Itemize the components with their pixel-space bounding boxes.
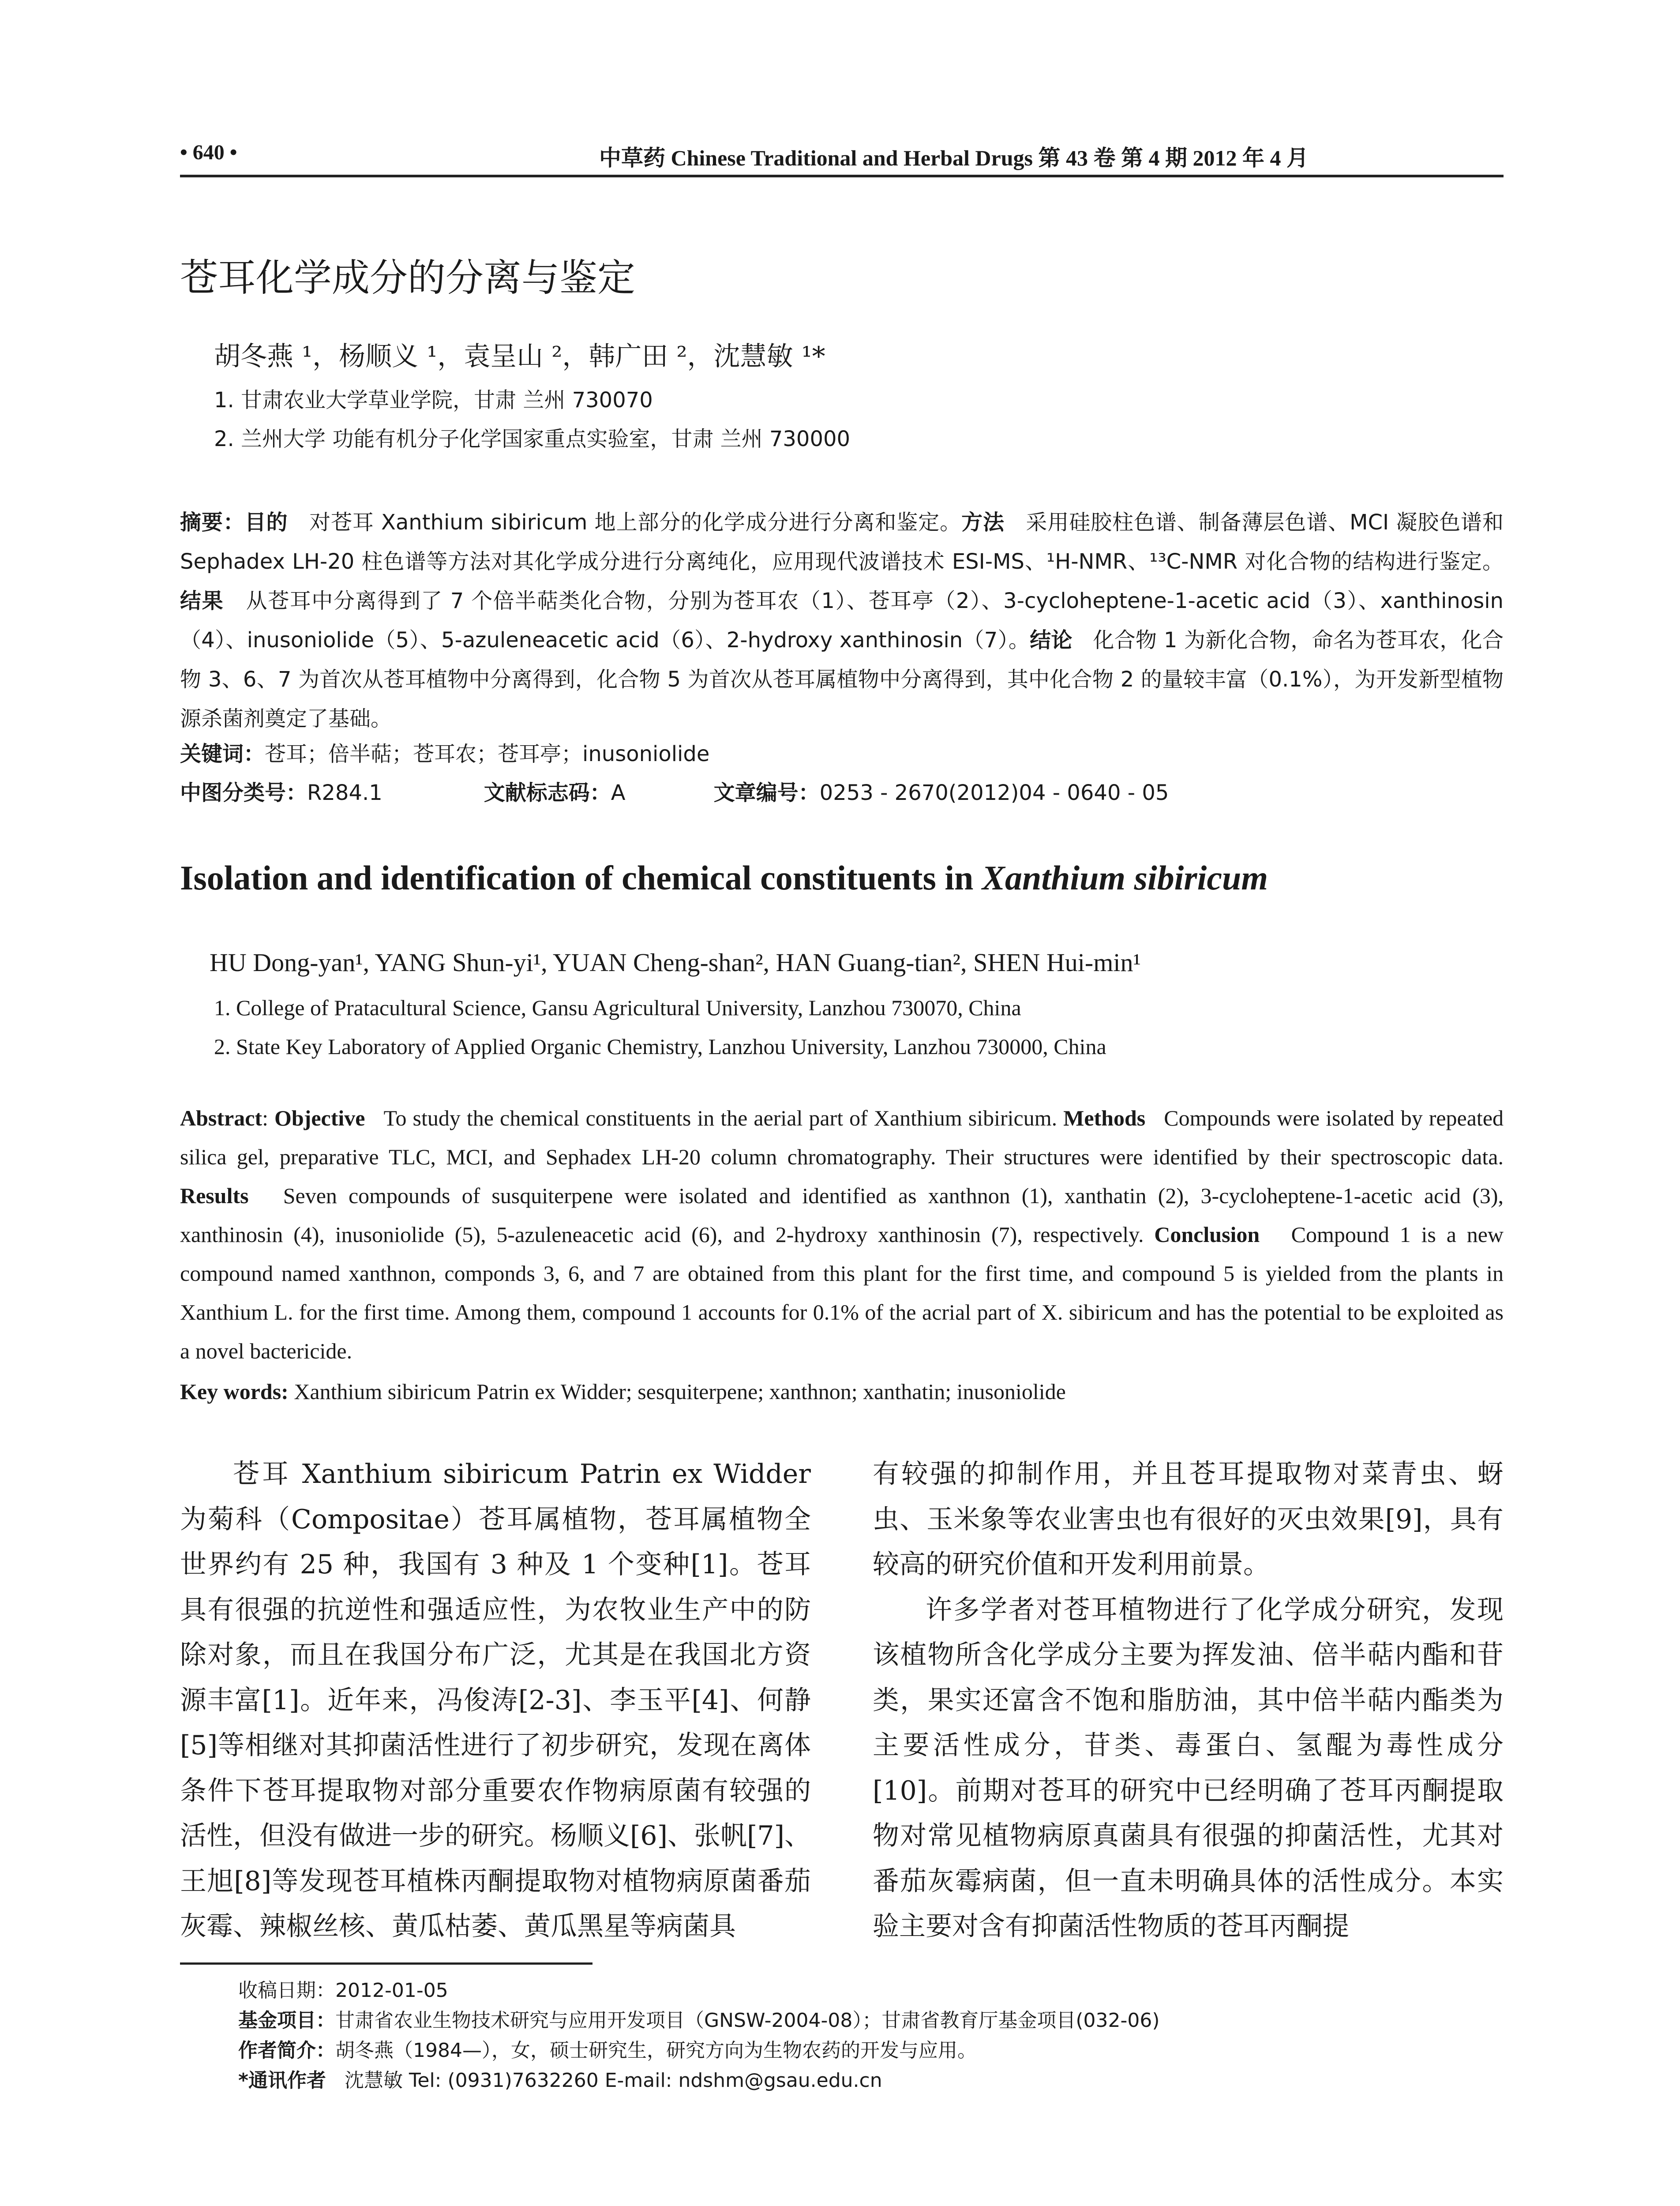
cn-classification-row [180,776,1169,806]
fund-text: 甘肃省农业生物技术研究与应用开发项目（GNSW-2004-08）；甘肃省教育厅基金项目(032-06) [335,2009,1160,2032]
cn-objective-label: 目的 [244,510,288,535]
cn-affiliation-1: 1. 甘肃农业大学草业学院，甘肃 兰州 730070 [214,388,653,413]
article-no-label: 文章编号： [713,780,820,805]
cn-abstract-label: 摘要： [180,510,245,535]
en-title-main: Isolation and identification of chemical constituents in [180,859,982,897]
author-label: 作者简介： [238,2039,335,2062]
body-left-column [180,1452,811,1949]
footnote-author [238,2034,977,2063]
body-right-column [873,1452,1504,1949]
doc-code-value: A [611,780,626,805]
body-paragraph-2: 许多学者对苍耳植物进行了化学成分研究，发现该植物所含化学成分主要为挥发油、倍半萜内酯和苷类，果实还富含不饱和脂肪油，其中倍半萜内酯类为主要活性成分，苷类、毒蛋白、氢醌为毒性成分[10]。前期对苍耳的研究中已经明确了苍耳丙酮提取物对常见植物病原真菌具有很强的抑菌活性，尤其对番茄灰霉病菌，但一直未明确具体的活性成分。本实验主要对含有抑菌活性物质的苍耳丙酮提 [873,1594,1504,1942]
running-header [180,140,1504,176]
footnote-rule [180,1962,592,1965]
cn-methods: 采用硅胶柱色谱、制备薄层色谱、MCI 凝胶色谱和 Sephadex LH-20 柱色谱等方法对其化学成分进行分离纯化，应用现代波谱技术 ESI-MS、¹H-NMR、¹³C-NMR 对化合物的结构进行鉴定。 [180,510,1504,574]
en-conclusion-label: Conclusion [1154,1222,1260,1247]
doc-code-label: 文献标志码： [484,780,611,805]
footnote-fund [238,2004,1160,2033]
en-title [180,858,1268,898]
en-methods-label: Methods [1063,1106,1146,1130]
en-objective-label: Objective [274,1106,365,1130]
header-rule [180,175,1504,177]
corr-text: 沈慧敏 Tel: (0931)7632260 E-mail: ndshm@gsau.edu.cn [344,2069,882,2092]
en-keywords-text: Xanthium sibiricum Patrin ex Widder; sesquiterpene; xanthnon; xanthatin; inusoniolide [294,1379,1066,1404]
cn-authors: 胡冬燕 ¹，杨顺义 ¹，袁呈山 ²，韩广田 ²，沈慧敏 ¹* [214,341,825,372]
cn-title: 苍耳化学成分的分离与鉴定 [180,256,635,300]
cn-results: 从苍耳中分离得到了 7 个倍半萜类化合物，分别为苍耳农（1）、苍耳亭（2）、3-cycloheptene-1-acetic acid（3）、xanthinosin（4）、inusoniolide（5）、5-azuleneacetic acid（6）、2-hydroxy xanthinosin（7）。 [180,589,1504,653]
body-paragraph-1-cont: 有较强的抑制作用，并且苍耳提取物对菜青虫、蚜虫、玉米象等农业害虫也有很好的灭虫效果[9]，具有较高的研究价值和开发利用前景。 [873,1459,1504,1580]
clc-label: 中图分类号： [180,780,308,805]
en-authors: HU Dong-yan¹, YANG Shun-yi¹, YUAN Cheng-shan², HAN Guang-tian², SHEN Hui-min¹ [210,948,1141,977]
en-results: Seven compounds of susquiterpene were isolated and identified as xanthnon (1), xanthatin (2), 3-cycloheptene-1-acetic acid (3), xanthinosin (4), inusoniolide (5), 5-azuleneacetic acid (6), and 2-hydroxy xanthinosin (7), respectively. [180,1183,1504,1247]
en-abstract: Abstract: Objective To study the chemical constituents in the aerial part of Xanthium sibiricum. Methods Compounds were isolated by repeated silica gel, preparative TLC, MCI, and Sephadex LH-20 column chromatography. Their structures were identified by their spectroscopic data. Results Seven compounds of susquiterpene were isolated and identified as xanthnon (1), xanthatin (2), 3-cycloheptene-1-acetic acid (3), xanthinosin (4), inusoniolide (5), 5-azuleneacetic acid (6), and 2-hydroxy xanthinosin (7), respectively. Conclusion Compound 1 is a new compound named xanthnon, componds 3, 6, and 7 are obtained from this plant for the first time, and compound 5 is yielded from the plants in Xanthium L. for the first time. Among them, compound 1 accounts for 0.1% of the acrial part of X. sibiricum and has the potential to be exploited as a novel bactericide. [180,1106,1504,1363]
footnote-corresponding [238,2064,882,2093]
en-results-label: Results [180,1183,249,1208]
body-paragraph-1: 苍耳 Xanthium sibiricum Patrin ex Widder 为菊科（Compositae）苍耳属植物，苍耳属植物全世界约有 25 种，我国有 3 种及 1 个变种[1]。苍耳具有很强的抗逆性和强适应性，为农牧业生产中的防除对象，而且在我国分布广泛，尤其是在我国北方资源丰富[1]。近年来，冯俊涛[2-3]、李玉平[4]、何静[5]等相继对其抑菌活性进行了初步研究，发现在离体条件下苍耳提取物对部分重要农作物病原菌有较强的活性，但没有做进一步的研究。杨顺义[6]、张帆[7]、王旭[8]等发现苍耳植株丙酮提取物对植物病原菌番茄灰霉、辣椒丝核、黄瓜枯萎、黄瓜黑星等病菌具 [180,1459,811,1942]
author-text: 胡冬燕（1984—），女，硕士研究生，研究方向为生物农药的开发与应用。 [335,2039,977,2062]
page-number: • 640 • [180,141,237,164]
en-keywords-label: Key words: [180,1379,289,1404]
en-abstract-label: Abstract [180,1106,262,1130]
cn-keywords-text: 苍耳；倍半萜；苍耳农；苍耳亭；inusoniolide [265,742,710,766]
clc-value: R284.1 [307,780,382,805]
en-title-species: Xanthium sibiricum [982,859,1268,897]
cn-conclusion: 化合物 1 为新化合物，命名为苍耳农，化合物 3、6、7 为首次从苍耳植物中分离得到，化合物 5 为首次从苍耳属植物中分离得到，其中化合物 2 的量较丰富（0.1%），为开发新型植物源杀菌剂奠定了基础。 [180,628,1504,731]
fund-label: 基金项目： [238,2009,335,2032]
cn-abstract [180,503,1504,739]
cn-keywords-label: 关键词： [180,742,265,766]
cn-keywords [180,737,709,767]
cn-methods-label: 方法 [961,510,1005,535]
journal-info: 中草药 Chinese Traditional and Herbal Drugs 第 43 卷 第 4 期 2012 年 4 月 [599,146,1309,170]
cn-objective: 对苍耳 Xanthium sibiricum 地上部分的化学成分进行分离和鉴定。 [309,510,962,535]
en-objective: To study the chemical constituents in the aerial part of Xanthium sibiricum. [383,1106,1058,1130]
en-methods: Compounds were isolated by repeated silica gel, preparative TLC, MCI, and Sephadex LH-20 column chromatography. Their structures were identified by their spectroscopic data. [180,1106,1504,1169]
cn-results-label: 结果 [180,589,224,613]
en-conclusion: Compound 1 is a new compound named xanthnon, componds 3, 6, and 7 are obtained from this plant for the first time, and compound 5 is yielded from the plants in Xanthium L. for the first time. Among them, compound 1 accounts for 0.1% of the acrial part of X. sibiricum and has the potential to be exploited as a novel bactericide. [180,1222,1504,1363]
cn-conclusion-label: 结论 [1030,628,1072,653]
en-keywords [180,1379,1066,1404]
en-affiliation-1: 1. College of Pratacultural Science, Gansu Agricultural University, Lanzhou 730070, China [214,995,1021,1020]
corr-label: *通讯作者 [238,2069,326,2092]
article-no-value: 0253 - 2670(2012)04 - 0640 - 05 [819,780,1169,805]
en-affiliation-2: 2. State Key Laboratory of Applied Organic Chemistry, Lanzhou University, Lanzhou 730000, China [214,1034,1106,1059]
footnote-received: 收稿日期：2012-01-05 [238,1979,448,2002]
cn-affiliation-2: 2. 兰州大学 功能有机分子化学国家重点实验室，甘肃 兰州 730000 [214,427,851,451]
